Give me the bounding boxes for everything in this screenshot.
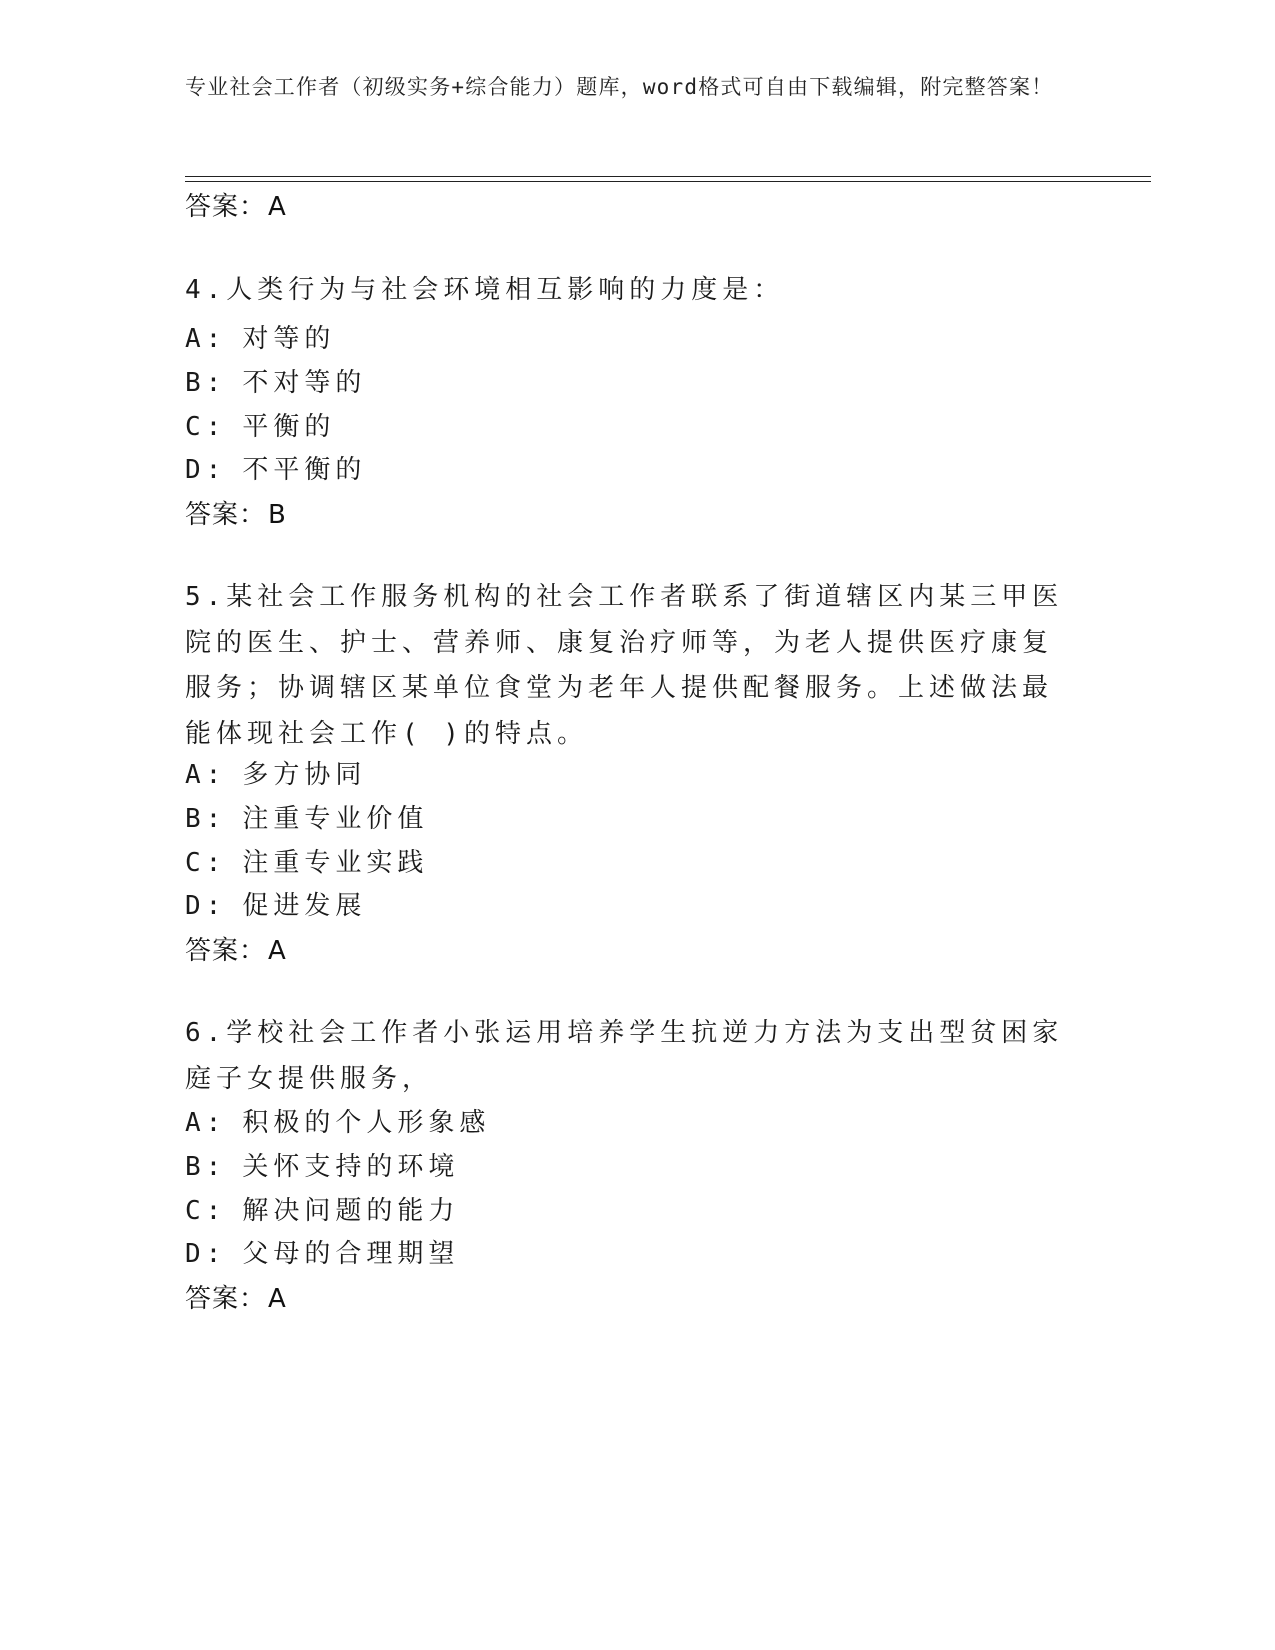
answer-value: B [268,500,287,530]
question-4-option-a [185,318,335,355]
question-4-option-c [185,406,335,443]
option-letter: D: [185,455,227,485]
option-letter: D: [185,891,227,921]
question-6-option-c [185,1190,459,1227]
option-letter: B: [185,1152,227,1182]
option-text: 平衡的 [242,412,336,442]
question-4-option-b [185,362,366,399]
option-letter: A: [185,1108,227,1138]
option-text: 父母的合理期望 [242,1239,460,1269]
question-5-option-d [185,885,366,922]
header-divider-top [185,176,1151,177]
option-letter: A: [185,760,227,790]
question-5-stem: 5.某社会工作服务机构的社会工作者联系了街道辖区内某三甲医院的医生、护士、营养师、康复治疗师等，为老人提供医疗康复服务；协调辖区某单位食堂为老年人提供配餐服务。上述做法最能体现社会工作( )的特点。 [185,582,1064,749]
question-4-option-d [185,449,366,486]
answer-label: 答案： [185,500,267,530]
question-5-answer [185,930,287,967]
option-letter: D: [185,1239,227,1269]
option-letter: C: [185,848,227,878]
question-6-option-d [185,1233,459,1270]
answer-value: A [268,1284,287,1314]
document-header: 专业社会工作者（初级实务+综合能力）题库，word格式可自由下载编辑，附完整答案！ [185,75,1054,99]
option-text: 促进发展 [242,891,367,921]
option-text: 不平衡的 [242,455,367,485]
answer-label: 答案： [185,936,267,966]
answer-line [185,186,287,223]
question-6-answer [185,1278,287,1315]
option-letter: B: [185,368,227,398]
question-5-option-a [185,754,366,791]
option-letter: B: [185,804,227,834]
question-6-stem: 6.学校社会工作者小张运用培养学生抗逆力方法为支出型贫困家庭子女提供服务， [185,1018,1064,1094]
answer-value: A [268,936,287,966]
option-text: 多方协同 [242,760,367,790]
question-6-option-b [185,1146,459,1183]
option-text: 不对等的 [242,368,367,398]
question-5-option-b [185,798,428,835]
answer-label: 答案： [185,1284,267,1314]
option-text: 解决问题的能力 [242,1196,460,1226]
answer-label: 答案： [185,192,267,222]
option-letter: C: [185,1196,227,1226]
option-letter: A: [185,324,227,354]
question-4-stem: 4.人类行为与社会环境相互影响的力度是： [185,275,785,305]
question-4-answer [185,494,287,531]
option-letter: C: [185,412,227,442]
question-6-option-a [185,1102,490,1139]
question-5-option-c [185,842,428,879]
option-text: 积极的个人形象感 [242,1108,491,1138]
header-divider-bottom [185,181,1151,182]
option-text: 关怀支持的环境 [242,1152,460,1182]
answer-value: A [268,192,287,222]
option-text: 注重专业实践 [242,848,429,878]
option-text: 注重专业价值 [242,804,429,834]
option-text: 对等的 [242,324,336,354]
